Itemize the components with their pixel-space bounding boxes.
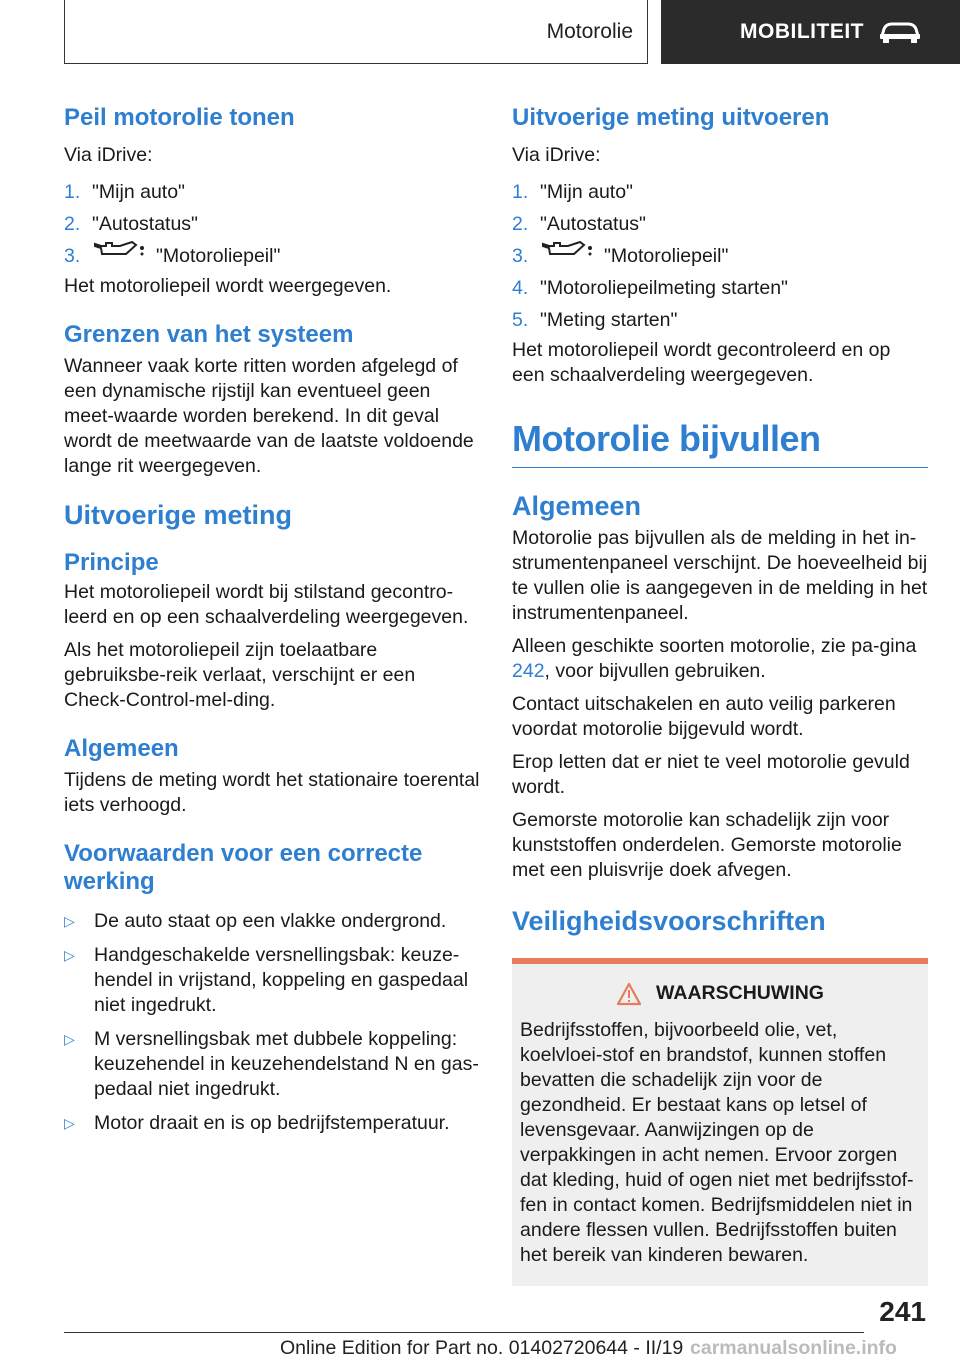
header-section-title: Motorolie bbox=[546, 19, 633, 43]
algemeen-text-2: Alleen geschikte soorten motorolie, zie pa-gina 242, voor bijvullen gebruiken. bbox=[512, 635, 917, 683]
bullet-list bbox=[64, 909, 482, 1136]
list-item: 1. "Mijn auto" bbox=[64, 180, 185, 203]
principe-text-2: Als het motoroliepeil zijn toelaatbare gebruiksbe-reik verlaat, verschijnt er een Check-Control-mel-ding. bbox=[64, 638, 416, 711]
list-item: ▷ Motor draait en is op bedrijfstemperatuur. bbox=[64, 1112, 450, 1135]
heading-motorolie-bijvullen: Motorolie bijvullen bbox=[512, 417, 821, 459]
triangle-bullet-icon: ▷ bbox=[64, 913, 75, 930]
list-item: 1. "Mijn auto" bbox=[512, 180, 633, 203]
algemeen-text-5: Gemorste motorolie kan schadelijk zijn voor kunststoffen onderdelen. Gemorste motorolie met een pluisvrije doek afvegen. bbox=[512, 809, 902, 882]
list-item: ▷ De auto staat op een vlakke ondergrond. bbox=[64, 910, 447, 933]
list-item: 2. "Autostatus" bbox=[64, 212, 198, 235]
warning-box bbox=[512, 958, 928, 1286]
heading-algemeen-left: Algemeen bbox=[64, 734, 179, 762]
header-chapter-box bbox=[661, 0, 960, 64]
section-title-bijvullen bbox=[512, 416, 928, 468]
step-list bbox=[64, 176, 482, 272]
footer-watermark: carmanualsonline.info bbox=[690, 1337, 897, 1359]
list-item: ▷ M versnellingsbak met dubbele koppeling: keuzehendel in keuzehendelstand N en gas-pedaal niet ingedrukt. bbox=[64, 1028, 479, 1101]
heading-principe: Principe bbox=[64, 548, 159, 576]
heading-veiligheid: Veiligheidsvoorschriften bbox=[512, 906, 826, 937]
heading-algemeen-right: Algemeen bbox=[512, 490, 642, 521]
footer-divider bbox=[64, 1332, 864, 1333]
heading-grenzen: Grenzen van het systeem bbox=[64, 320, 354, 348]
principe-text-1: Het motoroliepeil wordt bij stilstand gecontro-leerd en op een schaalverdeling weergegeven. bbox=[64, 580, 469, 628]
algemeen-text-left: Tijdens de meting wordt het stationaire toerental iets verhoogd. bbox=[64, 768, 480, 816]
car-icon bbox=[878, 21, 922, 43]
warning-triangle-icon bbox=[616, 982, 642, 1006]
heading-peil-tonen: Peil motorolie tonen bbox=[64, 104, 295, 131]
left-column bbox=[64, 100, 482, 1145]
triangle-bullet-icon: ▷ bbox=[64, 1115, 75, 1132]
list-item: ▷ Handgeschakelde versnellingsbak: keuze-hendel in vrijstand, koppeling en gaspedaal niet ingedrukt. bbox=[64, 944, 469, 1017]
page-link-242[interactable]: 242 bbox=[512, 660, 545, 683]
heading-voorwaarden: Voorwaarden voor een correcte werking bbox=[64, 839, 423, 896]
shown-text: Het motoroliepeil wordt weergegeven. bbox=[64, 274, 392, 297]
oil-can-icon bbox=[540, 240, 594, 258]
warning-text: Bedrijfsstoffen, bijvoorbeeld olie, vet, koelvloei-stof en brandstof, kunnen stoffen bevatten die schadelijk zijn voor de gezondheid. Er bestaat kans op letsel of levensgevaar. Aanwijzingen op de verpakkingen in acht nemen. Ervoor zorgen dat kleding, huid of ogen niet met bedrijfsstof-fen in contact komen. Bedrijfsmiddelen niet in andere flessen vullen. Bedrijfsstoffen buiten het bereik van kinderen bewaren. bbox=[520, 1018, 914, 1266]
list-item: 3. "Motoroliepeil" bbox=[64, 240, 482, 272]
header-chapter-title: MOBILITEIT bbox=[740, 20, 864, 43]
algemeen-text-4: Erop letten dat er niet te veel motorolie gevuld wordt. bbox=[512, 751, 910, 799]
header-section-box bbox=[64, 0, 648, 64]
heading-uitvoeren: Uitvoerige meting uitvoeren bbox=[512, 104, 830, 131]
footer-edition: Online Edition for Part no. 01402720644 - II/19 bbox=[280, 1337, 684, 1359]
via-idrive: Via iDrive: bbox=[64, 143, 153, 166]
list-item: 2. "Autostatus" bbox=[512, 212, 646, 235]
warning-title: WAARSCHUWING bbox=[520, 982, 920, 1006]
list-item: 5. "Meting starten" bbox=[512, 308, 678, 331]
step-list-right bbox=[512, 176, 928, 336]
triangle-bullet-icon: ▷ bbox=[64, 947, 75, 964]
oil-can-icon bbox=[92, 240, 146, 258]
page-number: 241 bbox=[879, 1296, 926, 1327]
algemeen-text-1: Motorolie pas bijvullen als de melding in het in-strumentenpaneel verschijnt. De hoeveelheid bij te vullen olie is aangegeven in de melding in het instrumentenpaneel. bbox=[512, 527, 928, 625]
heading-uitvoerige-meting: Uitvoerige meting bbox=[64, 499, 293, 530]
algemeen-text-3: Contact uitschakelen en auto veilig parkeren voordat motorolie bijgevuld wordt. bbox=[512, 693, 896, 741]
via-idrive-right: Via iDrive: bbox=[512, 143, 601, 166]
triangle-bullet-icon: ▷ bbox=[64, 1031, 75, 1048]
list-item: 3. "Motoroliepeil" bbox=[512, 240, 928, 272]
grenzen-text: Wanneer vaak korte ritten worden afgelegd of een dynamische rijstijl kan eventueel geen meet-waarde worden berekend. In dit geval wordt de meetwaarde van de laatste voldoende lange rit weergegeven. bbox=[64, 354, 474, 477]
list-item: 4. "Motoroliepeilmeting starten" bbox=[512, 276, 788, 299]
result-text: Het motoroliepeil wordt gecontroleerd en op een schaalverdeling weergegeven. bbox=[512, 338, 891, 386]
right-column bbox=[512, 100, 928, 1286]
